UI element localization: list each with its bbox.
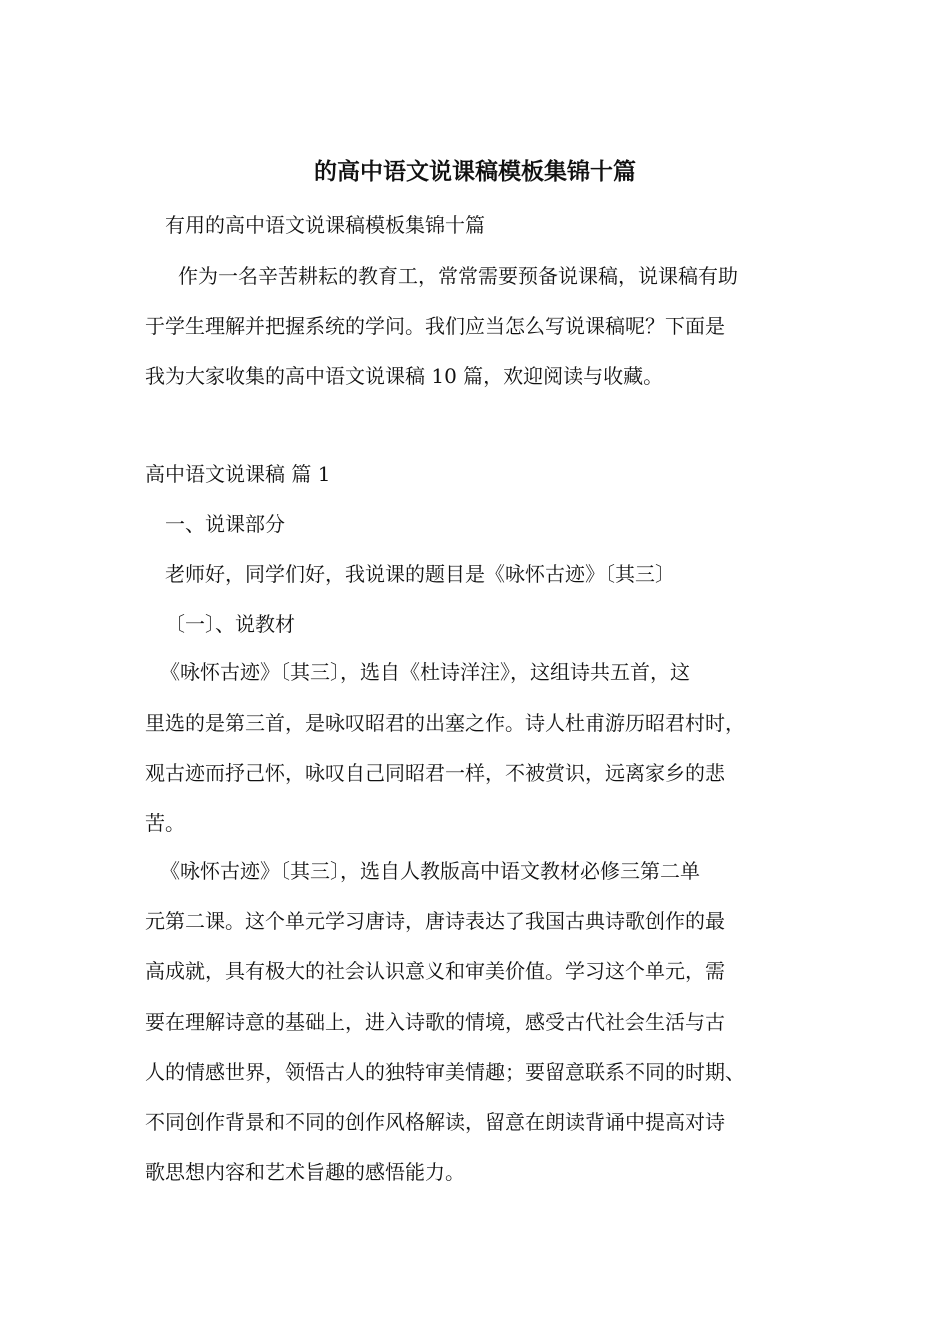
paragraph1-line-2: 里选的是第三首，是咏叹昭君的出塞之作。诗人杜甫游历昭君村时，: [145, 711, 745, 735]
greeting-line: 老师好，同学们好，我说课的题目是《咏怀古迹》〔其三〕: [165, 562, 675, 586]
paragraph1-line-1: 《咏怀古迹》〔其三〕，选自《杜诗洋注》，这组诗共五首，这: [160, 660, 690, 684]
document-subtitle: 有用的高中语文说课稿模板集锦十篇: [165, 213, 485, 237]
paragraph2-line-5: 人的情感世界，领悟古人的独特审美情趣；要留意联系不同的时期、: [145, 1060, 745, 1084]
paragraph2-line-4: 要在理解诗意的基础上，进入诗歌的情境，感受古代社会生活与古: [145, 1010, 725, 1034]
intro-line-2: 于学生理解并把握系统的学问。我们应当怎么写说课稿呢？下面是: [145, 314, 725, 338]
paragraph2-line-1: 《咏怀古迹》〔其三〕，选自人教版高中语文教材必修三第二单: [160, 859, 700, 883]
paragraph1-line-3: 观古迹而抒己怀，咏叹自己同昭君一样，不被赏识，远离家乡的悲: [145, 761, 725, 785]
paragraph2-line-3: 高成就，具有极大的社会认识意义和审美价值。学习这个单元，需: [145, 959, 725, 983]
section-heading: 高中语文说课稿 篇 1: [145, 462, 331, 486]
paragraph2-line-7: 歌思想内容和艺术旨趣的感悟能力。: [145, 1160, 465, 1184]
intro-line-1: 作为一名辛苦耕耘的教育工，常常需要预备说课稿，说课稿有助: [178, 264, 738, 288]
paragraph2-line-2: 元第二课。这个单元学习唐诗，唐诗表达了我国古典诗歌创作的最: [145, 909, 725, 933]
intro-line-3: 我为大家收集的高中语文说课稿 10 篇，欢迎阅读与收藏。: [145, 364, 664, 388]
part-heading: 一、说课部分: [165, 512, 285, 536]
document-title: 的高中语文说课稿模板集锦十篇: [314, 158, 636, 185]
paragraph2-line-6: 不同创作背景和不同的创作风格解读，留意在朗读背诵中提高对诗: [145, 1110, 725, 1134]
subsection-heading: 〔一〕、说教材: [165, 612, 295, 636]
paragraph1-line-4: 苦。: [145, 811, 185, 835]
